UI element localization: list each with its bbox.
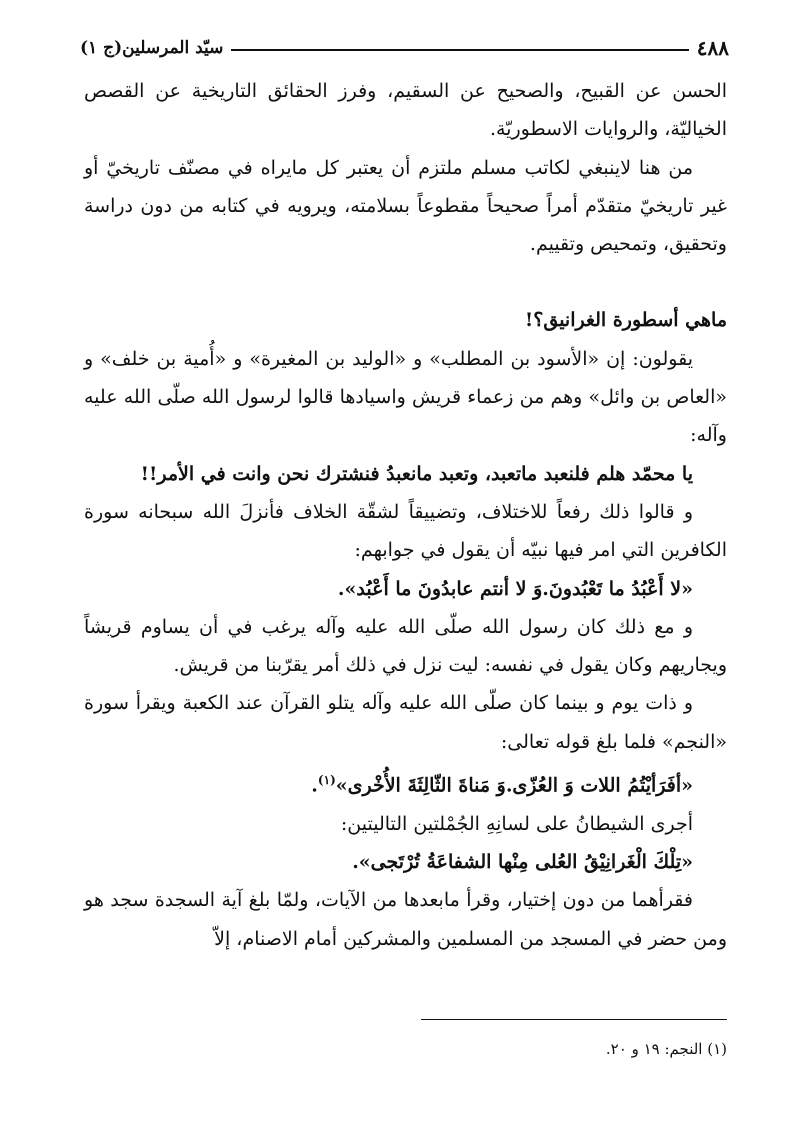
- paragraph-8: فقرأهما من دون إختيار، وقرأ مابعدها من الآيات، ولمّا بلغ آية السجدة سجد هو ومن حضر في المسجد من المسلمين والمشركين أمام الاصنام، إلاّ: [84, 889, 727, 950]
- page-header: [80, 30, 729, 66]
- footnote-rule: [421, 1019, 727, 1020]
- section-gap: [84, 263, 727, 301]
- paragraph-7: أجرى الشيطانُ على لسانِهِ الجُمْلتين التاليتين:: [340, 812, 693, 835]
- verse-3: «تِلْكَ الْغَرانِيْقُ العُلى مِنْها الشفاعَةُ تُرْتَجى».: [352, 850, 693, 873]
- paragraph-1: الحسن عن القبيح، والصحيح عن السقيم، وفرز الحقائق التاريخية عن القصص الخياليّة، والروايات الاسطوريّة.: [84, 80, 727, 141]
- page-body: [84, 72, 727, 958]
- book-title: سيّد المرسلين(ج ١): [80, 38, 224, 58]
- paragraph-4: و قالوا ذلك رفعاً للاختلاف، وتضييقاً لشقّة الخلاف فأنزلَ الله سبحانه سورة الكافرين التي امر فيها نبيّه أن يقول في جوابهم:: [84, 500, 727, 562]
- paragraph-2: من هنا لاينبغي لكاتب مسلم ملتزم أن يعتبر كل مايراه في مصنّف تاريخيّ أو غير تاريخيّ متقدّم أمراً صحيحاً مقطوعاً بسلامته، ويرويه في كتابه من دون دراسة وتحقيق، وتمحيص وتقييم.: [84, 156, 727, 256]
- footnote-ref: (١): [317, 773, 336, 788]
- paragraph-6: و ذات يوم و بينما كان صلّى الله عليه وآله يتلو القرآن عند الكعبة ويقرأ سورة «النجم» فلما بلغ قوله تعالى:: [84, 692, 727, 753]
- page-number: ٤٨٨: [696, 36, 729, 60]
- verse-1: «لا أَعْبُدُ ما تَعْبُدونَ.وَ لا أنتم عابدُونَ ما أَعْبُد».: [337, 577, 693, 600]
- paragraph-5: و مع ذلك كان رسول الله صلّى الله عليه وآله يرغب في أن يساوم قريشاً ويجاريهم وكان يقول في نفسه: ليت نزل في ذلك أمر يقرّبنا من قريش.: [84, 615, 727, 677]
- verse-2-text: «أفَرَأيْتُمُ اللات وَ العُزّى.وَ مَناةَ الثّالِثَةَ الأُخْرى»: [335, 774, 693, 797]
- header-rule: [231, 49, 688, 51]
- verse-2: [84, 761, 727, 805]
- verse-2-end: .: [311, 774, 318, 797]
- quote-1: يا محمّد هلم فلنعبد ماتعبد، وتعبد مانعبدُ فنشترك نحن وانت في الأمر!!: [140, 462, 693, 485]
- paragraph-3: يقولون: إن «الأسود بن المطلب» و «الوليد بن المغيرة» و «أُمية بن خلف» و «العاص بن وائل» وهم من زعماء قريش واسيادها قالوا لرسول الله صلّى الله عليه وآله:: [84, 347, 727, 447]
- section-heading: ماهي أسطورة الغرانيق؟!: [524, 309, 727, 332]
- footnote: (١) النجم: ١٩ و ٢٠.: [605, 1040, 727, 1058]
